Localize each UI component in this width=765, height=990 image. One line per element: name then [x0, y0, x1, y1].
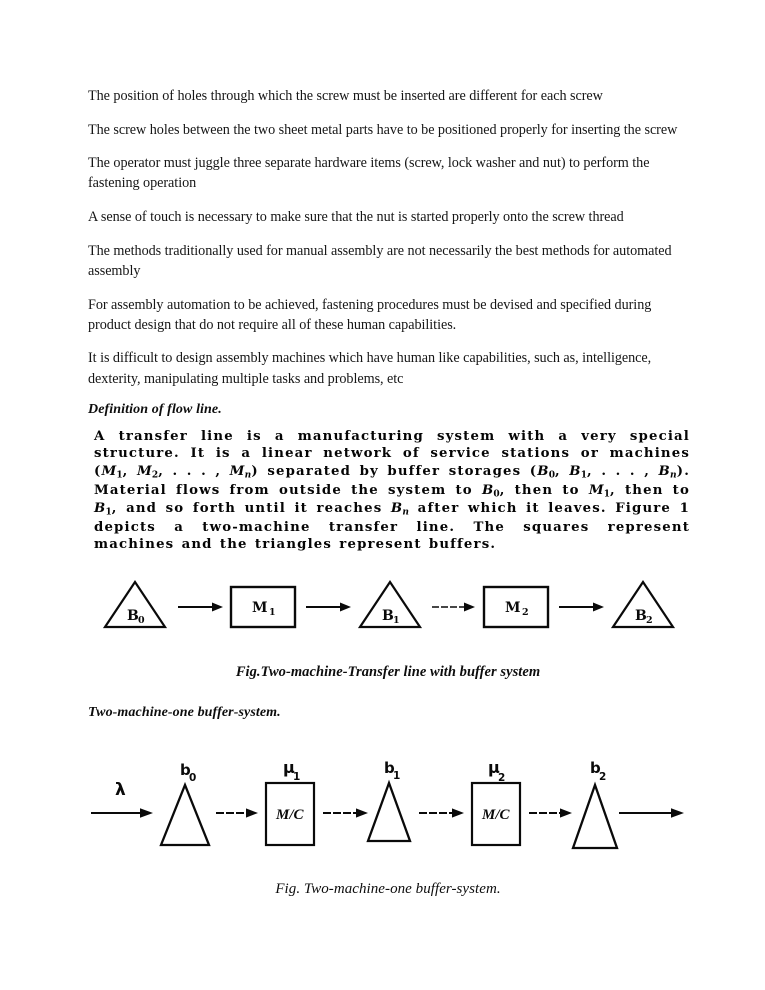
figure2-sub-b2: 2	[599, 771, 607, 784]
heading-definition-flow-line: Definition of flow line.	[88, 401, 222, 417]
figure2-node-square-mc-2	[472, 758, 520, 845]
figure1-arrow-2	[306, 603, 351, 612]
paragraph-3: The operator must juggle three separate hardware items (screw, lock washer and nut) to perform the fastening operation	[88, 155, 650, 192]
heading-two-machine-one-buffer: Two-machine-one buffer-system.	[88, 705, 281, 721]
figure2-label-b2: b	[590, 759, 601, 778]
figure1-node-triangle-b0	[105, 582, 165, 627]
paragraph-5: The methods traditionally used for manual assembly are not necessarily the best methods for automated assembly	[88, 242, 672, 279]
paragraph-7: It is difficult to design assembly machines which have human like capabilities, such as, intelligence, dexterity, manipulating multiple tasks and problems, etc	[88, 350, 652, 387]
figure2-inner-label-mc-2: M/C	[482, 807, 510, 824]
figure-2-caption: Fig. Two-machine-one buffer-system.	[275, 881, 501, 898]
paragraph-4: A sense of touch is necessary to make sure that the nut is started properly onto the screw thread	[88, 209, 624, 226]
figure2-label-mu2: μ	[488, 758, 500, 778]
figure2-sub-b1: 1	[393, 770, 401, 783]
figure2-label-b1: b	[384, 759, 395, 778]
figure2-sub-mu2: 2	[498, 772, 506, 785]
figure2-arrow-in	[91, 808, 153, 818]
figure-1-caption: Fig.Two-machine-Transfer line with buffer system	[235, 664, 541, 681]
figure2-arrow-2	[323, 808, 368, 817]
figure1-label-b0: B	[127, 608, 139, 625]
figure1-label-b2: B	[635, 608, 647, 625]
figure2-label-b0: b	[180, 761, 191, 780]
quoted-transfer-line-block: A transfer line is a manufacturing system with a very special structure. It is a linear network of service stations or machines ($M_1$, $M_2$, . . . , $M_n$) separated by buffer storages ($B_0$, $B_1$, . . . , $B_n$). Material flows from outside the system to $B_0$, then to $M_1$, then to $B_1$, and so forth until it reaches $B_n$ after which it leaves. Figure 1 depicts a two-machine transfer line. The squares represent machines and the triangles represent buffers.	[94, 428, 690, 553]
figure1-arrow-1	[178, 603, 223, 612]
figure1-label-m2: M	[505, 600, 521, 617]
figure2-sub-mu1: 1	[293, 771, 301, 784]
figure2-node-triangle-b2	[573, 759, 617, 848]
figure2-sub-b0: 0	[189, 772, 197, 785]
figure1-node-triangle-b2	[613, 582, 673, 627]
figure-1-svg	[88, 570, 688, 650]
figure1-node-square-m1	[231, 587, 295, 627]
figure2-arrow-1	[216, 808, 258, 817]
figure1-sub-b2: 2	[646, 615, 653, 627]
figure1-arrow-4	[559, 603, 604, 612]
figure2-node-triangle-b0	[161, 761, 209, 845]
figure2-node-square-mc-1	[266, 758, 314, 845]
figure1-label-b1: B	[382, 608, 394, 625]
page-content	[88, 86, 688, 898]
figure2-arrow-3	[419, 808, 464, 817]
figure1-node-triangle-b1	[360, 582, 420, 627]
figure1-node-square-m2	[484, 587, 548, 627]
figure-1-transfer-line	[88, 570, 688, 650]
paragraph-1: The position of holes through which the screw must be inserted are different for each screw	[88, 88, 603, 104]
figure-2-two-machine-one-buffer	[88, 733, 688, 863]
figure1-sub-m2: 2	[522, 607, 529, 619]
figure2-label-lambda: λ	[115, 780, 126, 801]
figure1-sub-b0: 0	[138, 615, 145, 627]
figure2-arrow-out	[619, 808, 684, 818]
figure1-sub-m1: 1	[269, 607, 276, 619]
figure1-sub-b1: 1	[393, 615, 400, 627]
paragraph-6: For assembly automation to be achieved, fastening procedures must be devised and specified during product design that do not require all of these human capabilities.	[88, 296, 652, 333]
paragraph-2: The screw holes between the two sheet metal parts have to be positioned properly for inserting the screw	[88, 121, 678, 138]
figure1-arrow-3	[432, 603, 475, 612]
figure2-inner-label-mc-1: M/C	[276, 807, 304, 824]
figure-2-svg	[88, 733, 688, 863]
figure1-label-m1: M	[252, 600, 268, 617]
figure2-node-triangle-b1	[368, 759, 410, 841]
figure2-label-mu1: μ	[283, 758, 295, 778]
figure2-arrow-4	[529, 808, 572, 817]
